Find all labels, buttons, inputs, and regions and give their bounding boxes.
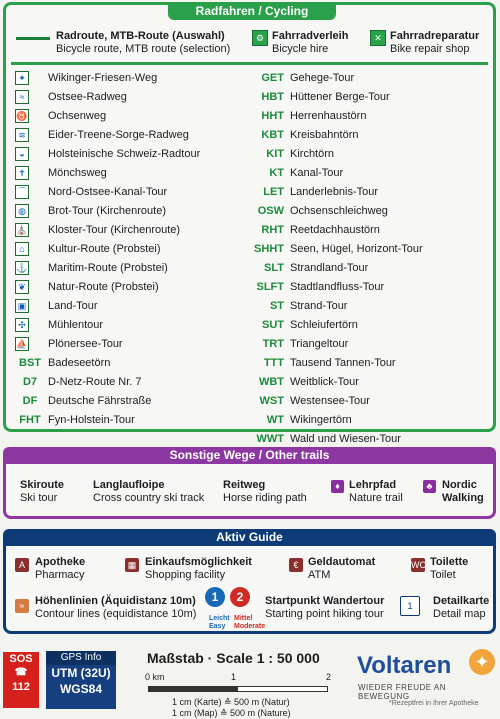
brand-logo: Voltaren ✦ WIEDER FREUDE AN BEWEGUNG *Rezeptfrei in Ihrer Apotheke	[357, 648, 495, 710]
route-row: SHHT Seen, Hügel, Horizont-Tour	[254, 243, 423, 255]
route-row: ✝ Mönchsweg	[10, 164, 235, 183]
trail-nature: Lehrpfad Nature trail	[349, 479, 403, 504]
other-trails-panel	[3, 447, 496, 519]
nordic-walking-icon: ♣	[423, 480, 436, 493]
mill-icon: ✣	[15, 318, 29, 332]
route-line-sample	[16, 37, 50, 40]
route-row: HHT Herrenhaustörn	[261, 110, 367, 122]
route-row: SUT Schleiufertörn	[262, 319, 358, 331]
route-row: WWT Wald und Wiesen-Tour	[256, 433, 401, 445]
viking-icon: ✦	[15, 71, 29, 85]
route-row: GET Gehege-Tour	[261, 72, 355, 84]
boat-icon: ⛵	[16, 339, 28, 349]
contour-lines: Höhenlinien (Äquidistanz 10m) Contour lines (equidistance 10m)	[35, 595, 197, 620]
farm-icon: ▣	[15, 299, 29, 313]
right-route-list	[236, 69, 486, 449]
route-row: BST Badeseetörn	[19, 357, 111, 369]
culture-icon: ⌂	[15, 242, 29, 256]
route-row: ⚓ Maritim-Route (Probstei)	[16, 262, 168, 274]
detail-map: Detailkarte Detail map	[433, 595, 490, 620]
route-row: ✣ Mühlentour	[10, 316, 235, 335]
active-guide-panel	[3, 529, 496, 634]
shopping-icon: ▦	[125, 558, 139, 572]
facility-toilet: Toilette Toilet	[430, 556, 469, 581]
cycling-title: Radfahren / Cycling	[168, 3, 336, 20]
bread-icon: ◍	[15, 204, 29, 218]
anchor-icon: ⚓	[16, 263, 28, 273]
difficulty-easy-label: Leicht Easy	[209, 615, 230, 630]
wave-icon: ≈	[15, 90, 29, 104]
route-row: LET Landerlebnis-Tour	[263, 186, 379, 198]
route-row: ⌂ Kultur-Route (Probstei)	[10, 240, 235, 259]
cycling-legend	[6, 30, 493, 60]
canal-icon: ⌒	[15, 185, 29, 199]
trail-nordic: Nordic Walking	[442, 479, 484, 504]
legend-route: Radroute, MTB-Route (Auswahl) Bicycle route, MTB route (selection)	[56, 30, 231, 55]
route-row: OSW Ochsenschleichweg	[257, 205, 388, 217]
pharmacy-icon: A	[15, 558, 29, 572]
trail-ski: Skiroute Ski tour	[20, 479, 65, 504]
river-icon: ≋	[15, 128, 29, 142]
facility-pharmacy: Apotheke Pharmacy	[35, 556, 86, 581]
route-row: ST Strand-Tour	[269, 300, 348, 312]
route-row: FHT Fyn-Holstein-Tour	[19, 414, 135, 426]
nature-trail-icon: ♦	[331, 480, 344, 493]
route-row: HBT Hüttener Berge-Tour	[261, 91, 390, 103]
route-row: ⌒ Nord-Ostsee-Kanal-Tour	[10, 183, 235, 202]
route-row: WT Wikingertörn	[266, 414, 352, 426]
left-route-list	[10, 69, 235, 430]
route-row: KIT Kirchtörn	[266, 148, 335, 160]
lake-icon: ◒	[15, 147, 29, 161]
monk-icon: ✝	[15, 166, 29, 180]
legend-bike-hire: Fahrradverleih Bicycle hire	[272, 30, 349, 55]
route-row: D7 D-Netz-Route Nr. 7	[22, 376, 142, 388]
bike-hire-icon: ⚙	[252, 30, 268, 46]
legend-divider	[11, 62, 488, 65]
route-row: ❦ Natur-Route (Probstei)	[10, 278, 235, 297]
difficulty-easy-badge: 1	[205, 587, 225, 607]
route-row: DF Deutsche Fährstraße	[22, 395, 152, 407]
route-row: KT Kanal-Tour	[269, 167, 344, 179]
contour-icon: ≈	[15, 599, 29, 613]
trail-langlauf: Langlaufloipe Cross country ski track	[93, 479, 205, 504]
facility-shopping: Einkaufsmöglichkeit Shopping facility	[145, 556, 252, 581]
route-row: ◒ Holsteinische Schweiz-Radtour	[10, 145, 235, 164]
route-row: ▣ Land-Tour	[10, 297, 235, 316]
difficulty-moderate-badge: 2	[230, 587, 250, 607]
route-row: TTT Tausend Tannen-Tour	[263, 357, 396, 369]
atm-icon: €	[289, 558, 303, 572]
route-row: ≋ Eider-Treene-Sorge-Radweg	[10, 126, 235, 145]
leaf-icon: ❦	[15, 280, 29, 294]
church-icon: ⛪	[16, 225, 28, 235]
route-row: WBT Weitblick-Tour	[258, 376, 359, 388]
gps-info: GPS Info UTM (32U) WGS84	[46, 651, 116, 709]
route-row: RHT Reetdachhaustörn	[261, 224, 380, 236]
start-point: Startpunkt Wandertour Starting point hiking tour	[265, 595, 385, 620]
route-row: WST Westensee-Tour	[259, 395, 370, 407]
cycling-panel	[3, 2, 496, 445]
difficulty-moderate-label: Mittel Moderate	[234, 615, 266, 630]
scale-title: Maßstab · Scale 1 : 50 000	[147, 650, 320, 666]
route-row: ✦ Wikinger-Friesen-Weg	[10, 69, 235, 88]
route-row: SLT Strandland-Tour	[264, 262, 369, 274]
repair-icon: ✕	[370, 30, 386, 46]
facility-atm: Geldautomat ATM	[308, 556, 376, 581]
active-guide-title: Aktiv Guide	[3, 529, 496, 546]
route-row: TRT Triangeltour	[262, 338, 349, 350]
route-row: ◍ Brot-Tour (Kirchenroute)	[10, 202, 235, 221]
toilet-icon: WC	[411, 560, 426, 570]
other-trails-title: Sonstige Wege / Other trails	[3, 447, 496, 464]
route-row: KBT Kreisbahntörn	[261, 129, 359, 141]
ox-icon: ♉	[16, 111, 28, 121]
scale-bar	[148, 686, 328, 692]
detail-map-icon: 1	[400, 596, 420, 616]
trail-riding: Reitweg Horse riding path	[223, 479, 307, 504]
runner-icon: ✦	[469, 649, 495, 675]
route-row: ♉ Ochsenweg	[16, 110, 107, 122]
route-row: ≈ Ostsee-Radweg	[10, 88, 235, 107]
route-row: ⛵ Plönersee-Tour	[16, 338, 123, 350]
route-row: SLFT Stadtlandfluss-Tour	[256, 281, 385, 293]
legend-repair: Fahrradreparatur Bike repair shop	[390, 30, 480, 55]
scale-note: 1 cm (Karte) ≙ 500 m (Natur) 1 cm (Map) ≙ 500 m (Nature)	[172, 697, 291, 718]
route-row: ⛪ Kloster-Tour (Kirchenroute)	[16, 224, 181, 236]
sos-badge: SOS ☎ 112	[3, 652, 39, 708]
phone-icon: ☎	[14, 667, 28, 678]
